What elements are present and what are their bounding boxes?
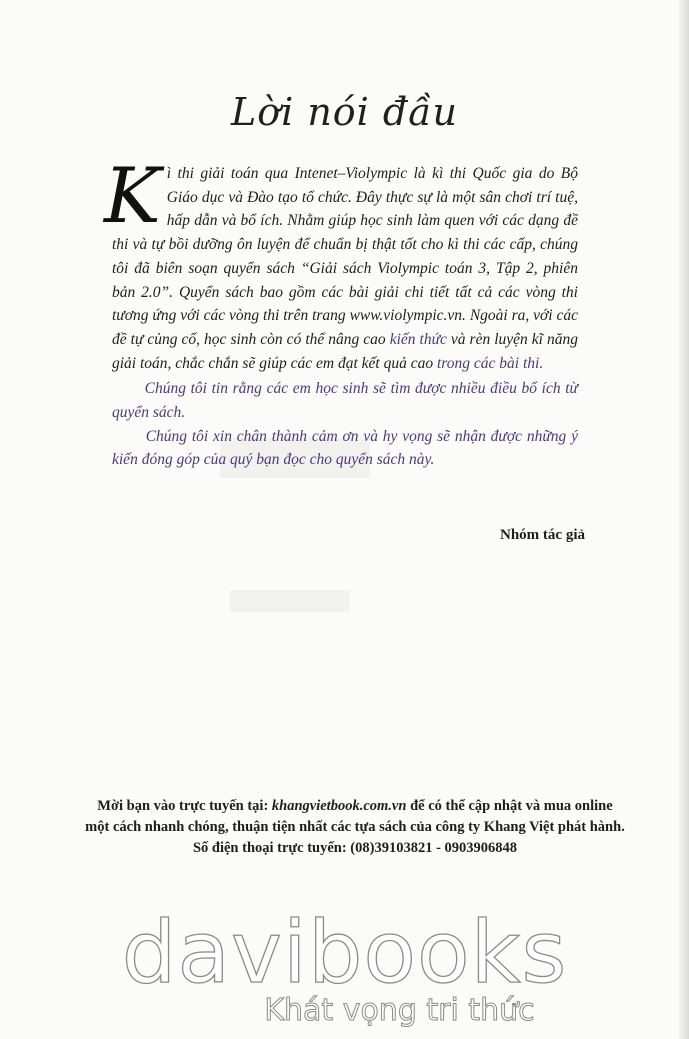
- bleed-through-mark: [230, 590, 350, 612]
- paragraph-thanks-text: Chúng tôi xin chân thành cảm ơn và hy vọng sẽ nhận được những ý kiến đóng góp của quý bạn đọc cho quyển sách này.: [112, 427, 578, 469]
- paragraph-intro: [112, 162, 578, 375]
- page-title: Lời nói đầu: [230, 90, 458, 134]
- watermark-slogan: Khát vọng tri thức: [264, 993, 535, 1028]
- paragraph-intro-highlight: kiến thức: [389, 330, 447, 348]
- footer-prefix: Mời bạn vào trực tuyến tại:: [97, 798, 269, 814]
- paragraph-intro-text: ì thi giải toán qua Intenet–Violympic là kì thi Quốc gia do Bộ Giáo dục và Đào tạo tổ chức. Đây thực sự là một sân chơi trí tuệ, hấp dẫn và bổ ích. Nhằm giúp học sinh làm quen với các dạng đề thi và tự bồi dưỡng ôn luyện để chuẩn bị thật tốt cho kì thi các cấp, chúng tôi đã biên soạn quyển sách “Giải sách Violympic toán 3, Tập 2, phiên bản 2.0”. Quyển sách bao gồm các bài giải chi tiết tất cả các vòng thi tương ứng với các vòng thi trên trang www.violympic.vn. Ngoài ra, với các đề tự củng cố, học sinh còn có thể nâng cao: [112, 165, 578, 348]
- drop-cap: K: [104, 151, 161, 240]
- page-edge-shadow: [679, 0, 689, 1039]
- author-signature: Nhóm tác giả: [500, 527, 585, 543]
- paragraph-belief-text: Chúng tôi tin rằng các em học sinh sẽ tìm được nhiều điều bổ ích từ quyển sách.: [112, 380, 579, 422]
- footer-suffix: để có thể cập nhật và mua online: [410, 798, 613, 814]
- preface-body: [104, 151, 579, 472]
- paragraph-intro-rest: và rèn luyện kĩ năng giải toán, chắc chắn sẽ giúp các em đạt kết quả cao: [112, 330, 579, 372]
- footer-line-2: một cách nhanh chóng, thuận tiện nhất các tựa sách của công ty Khang Việt phát hành.: [85, 819, 625, 835]
- paragraph-thanks: [112, 425, 578, 472]
- paragraph-intro-end: trong các bài thi.: [437, 354, 544, 372]
- watermark-logo: davibooks: [121, 903, 568, 1003]
- footer-phone: Số điện thoại trực tuyến: (08)39103821 - 0903906848: [192, 840, 518, 856]
- footer-info: [60, 796, 650, 859]
- footer-website-link[interactable]: khangvietbook.com.vn: [271, 798, 407, 814]
- paragraph-belief: [112, 377, 578, 424]
- footer-line-1: [60, 796, 650, 817]
